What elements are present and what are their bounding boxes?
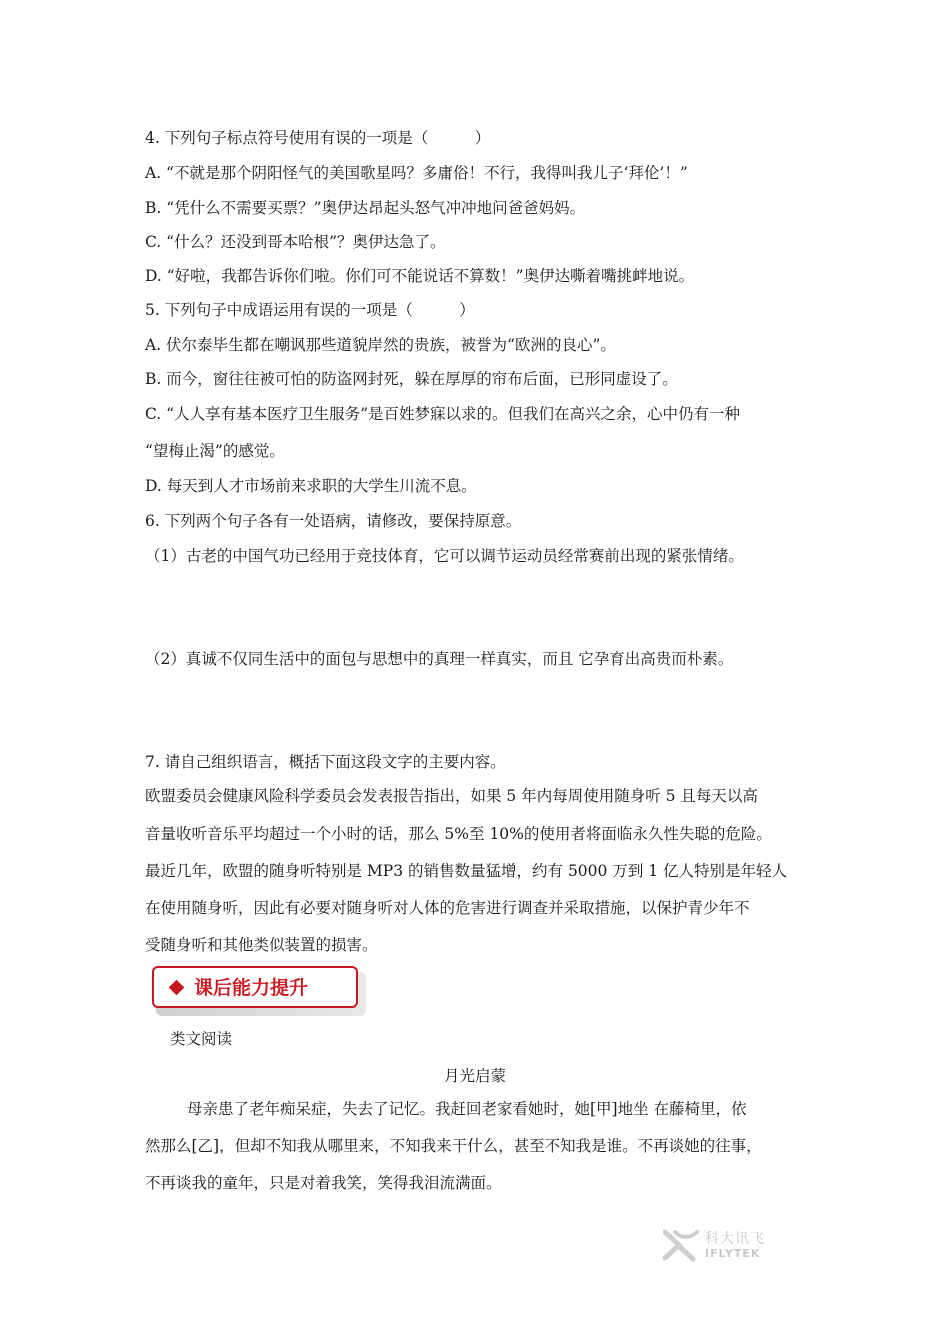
section-banner	[152, 966, 366, 1016]
question-5-option-c-line1: C. “人人享有基本医疗卫生服务”是百姓梦寐以求的。但我们在高兴之余，心中仍有一种	[145, 405, 741, 423]
question-5-option-d: D. 每天到人才市场前来求职的大学生川流不息。	[145, 477, 477, 495]
question-5-option-c-line2: “望梅止渴”的感觉。	[145, 442, 285, 460]
question-5-stem: 5. 下列句子中成语运用有误的一项是（ ）	[145, 301, 475, 319]
question-7-passage-line: 欧盟委员会健康风险科学委员会发表报告指出，如果 5 年内每周使用随身听 5 且每天以高	[145, 787, 758, 805]
question-4-stem: 4. 下列句子标点符号使用有误的一项是（ ）	[145, 129, 491, 147]
question-7-passage-line: 最近几年，欧盟的随身听特别是 MP3 的销售数量猛增，约有 5000 万到 1 亿人特别是年轻人	[145, 862, 788, 880]
question-6-stem: 6. 下列两个句子各有一处语病，请修改，要保持原意。	[145, 512, 522, 530]
question-6-sentence-1: （1）古老的中国气功已经用于竞技体育，它可以调节运动员经常赛前出现的紧张情绪。	[145, 547, 744, 565]
iflytek-logo	[663, 1226, 778, 1266]
question-4-option-d: D. “好啦，我都告诉你们啦。你们可不能说话不算数！”奥伊达嘶着嘴挑衅地说。	[145, 267, 695, 285]
reading-paragraph-line: 母亲患了老年痴呆症，失去了记忆。我赶回老家看她时，她[甲]地坐 在藤椅里，依	[187, 1100, 747, 1118]
question-5-option-a: A. 伏尔泰毕生都在嘲讽那些道貌岸然的贵族，被誉为“欧洲的良心”。	[145, 336, 616, 354]
question-4-option-a: A. “不就是那个阴阳怪气的美国歌星吗？多庸俗！不行，我得叫我儿子‘拜伦’！”	[145, 164, 688, 182]
logo-english-text: IFLYTEK	[705, 1247, 761, 1260]
question-4-option-c: C. “什么？还没到哥本哈根”？奥伊达急了。	[145, 233, 446, 251]
diamond-icon	[169, 980, 185, 996]
question-7-passage-line: 受随身听和其他类似装置的损害。	[145, 936, 378, 954]
question-7-passage-line: 音量收听音乐平均超过一个小时的话，那么 5%至 10%的使用者将面临永久性失聪的危险。	[145, 825, 772, 843]
reading-section-label: 类文阅读	[170, 1030, 233, 1048]
iflytek-logo-icon	[663, 1228, 701, 1262]
reading-title: 月光启蒙	[443, 1067, 506, 1085]
banner-label: 课后能力提升	[194, 977, 309, 999]
banner-box	[152, 966, 358, 1008]
question-6-sentence-2: （2）真诚不仅同生活中的面包与思想中的真理一样真实，而且 它孕育出高贵而朴素。	[145, 650, 734, 668]
logo-chinese-text: 科大讯飞	[705, 1231, 765, 1247]
question-7-passage-line: 在使用随身听，因此有必要对随身听对人体的危害进行调查并采取措施，以保护青少年不	[145, 899, 750, 917]
question-5-option-b: B. 而今，窗往往被可怕的防盗网封死，躲在厚厚的帘布后面，已形同虚设了。	[145, 370, 678, 388]
question-7-stem: 7. 请自己组织语言，概括下面这段文字的主要内容。	[145, 753, 506, 771]
question-4-option-b: B. “凭什么不需要买票？”奥伊达昂起头怒气冲冲地问爸爸妈妈。	[145, 199, 586, 217]
reading-paragraph-line: 然那么[乙]，但却不知我从哪里来，不知我来干什么，甚至不知我是谁。不再谈她的往事，	[145, 1137, 762, 1155]
reading-paragraph-line: 不再谈我的童年，只是对着我笑，笑得我泪流满面。	[145, 1174, 502, 1192]
